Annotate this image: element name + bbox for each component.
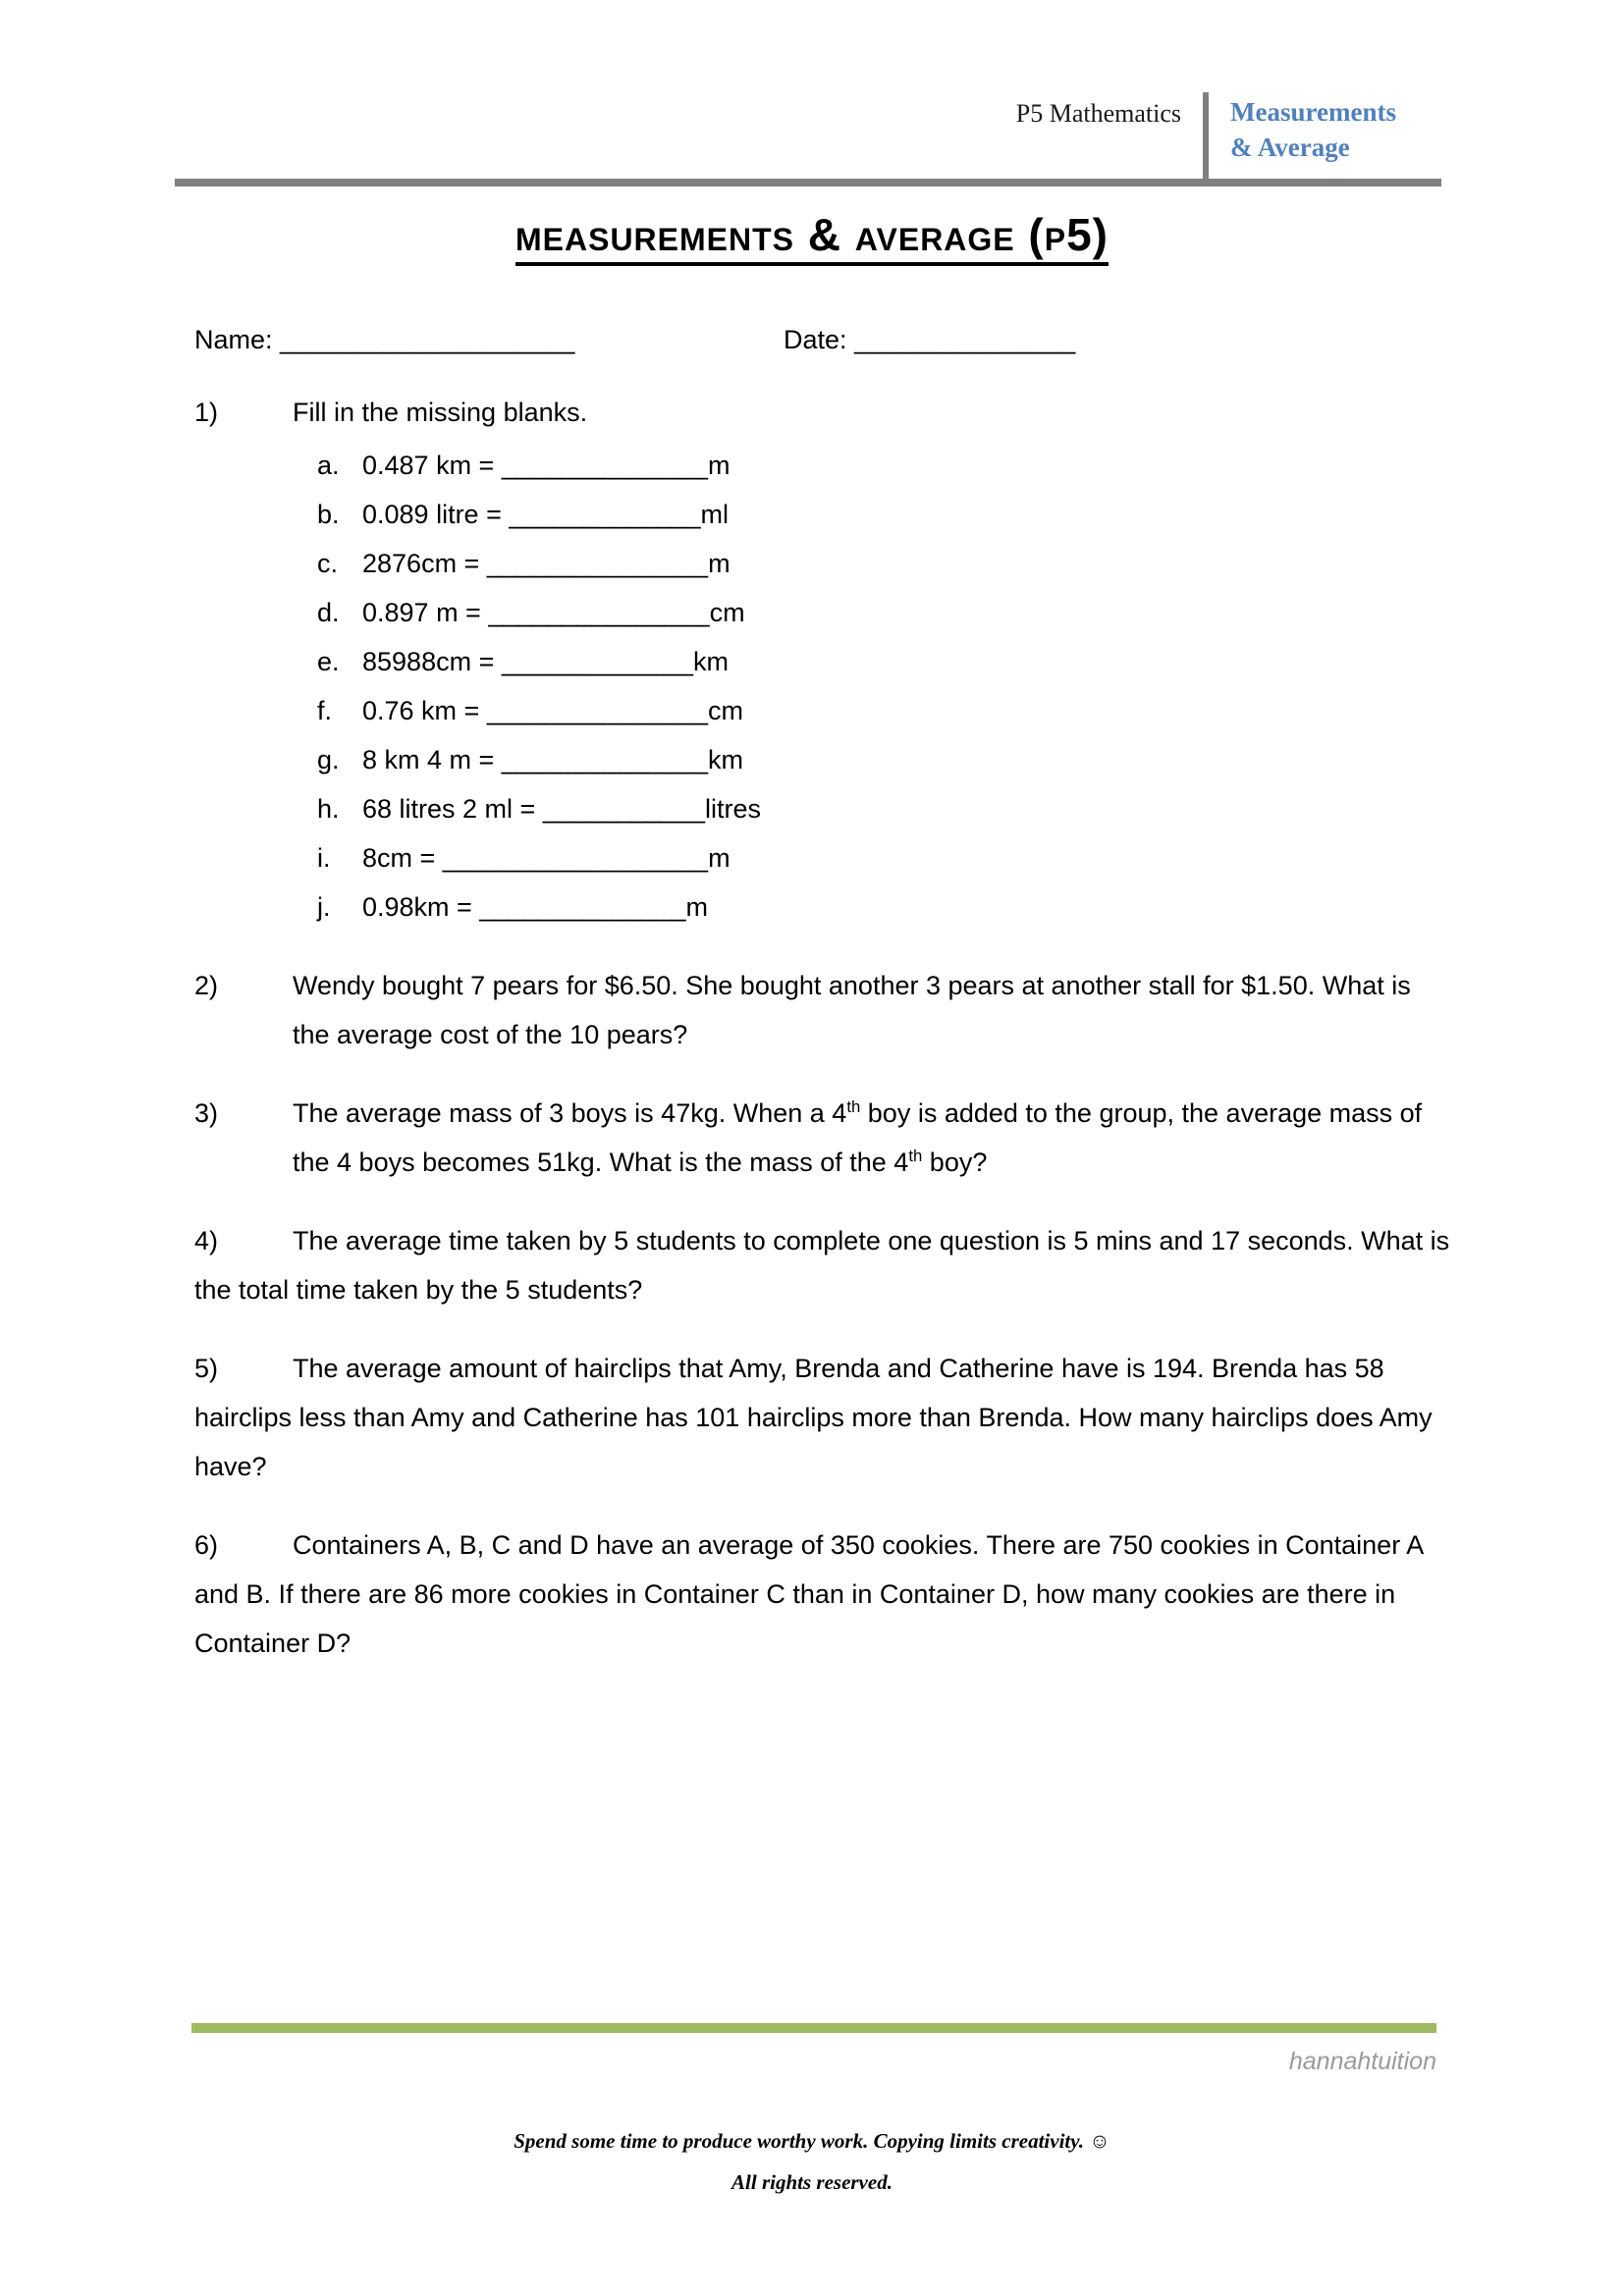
question-5 bbox=[194, 1344, 1451, 1491]
list-item bbox=[317, 588, 1451, 637]
q3-ordinal-suffix-2: th bbox=[908, 1147, 923, 1165]
question-4 bbox=[194, 1216, 1451, 1314]
question-6 bbox=[194, 1521, 1451, 1668]
sub-item-blank[interactable]: 2876cm = _______________m bbox=[362, 549, 731, 578]
sub-item-blank[interactable]: 68 litres 2 ml = ___________litres bbox=[362, 794, 762, 824]
list-item bbox=[317, 539, 1451, 588]
list-item bbox=[317, 441, 1451, 490]
sub-item-blank[interactable]: 0.897 m = _______________cm bbox=[362, 598, 745, 627]
q3-ordinal-suffix-1: th bbox=[846, 1097, 861, 1116]
list-item bbox=[317, 882, 1451, 932]
list-item bbox=[317, 686, 1451, 735]
footer-brand: hannahtuition bbox=[1288, 2048, 1436, 2075]
list-item bbox=[317, 637, 1451, 686]
name-field[interactable]: Name: ____________________ bbox=[194, 325, 575, 354]
footer-note-line1 bbox=[0, 2120, 1624, 2162]
header-topic-label bbox=[1209, 80, 1441, 165]
list-item bbox=[317, 784, 1451, 833]
page-title-text: measurements & average (p5) bbox=[515, 209, 1109, 266]
footer-note-line2: All rights reserved. bbox=[731, 2170, 893, 2194]
sub-item-letter: j. bbox=[317, 892, 331, 922]
question-1-sublist bbox=[194, 441, 1451, 932]
sub-item-letter: i. bbox=[317, 843, 331, 873]
sub-item-blank[interactable]: 0.089 litre = _____________ml bbox=[362, 500, 730, 529]
sub-item-letter: b. bbox=[317, 500, 340, 529]
question-1-text: Fill in the missing blanks. bbox=[293, 398, 588, 427]
question-3-number: 3) bbox=[194, 1098, 219, 1128]
page-title bbox=[0, 208, 1624, 261]
sub-item-blank[interactable]: 85988cm = _____________km bbox=[362, 647, 730, 676]
question-6-number: 6) bbox=[194, 1530, 219, 1560]
question-2-text: Wendy bought 7 pears for $6.50. She bought another 3 pears at another stall for $1.50. What is the average cost of the 10 pears? bbox=[293, 971, 1411, 1049]
question-6-text: Containers A, B, C and D have an average of 350 cookies. There are 750 cookies in Container A and B. If there are 86 more cookies in Container C than in Container D, how many cookies are there in Container D? bbox=[194, 1530, 1423, 1658]
question-1 bbox=[194, 388, 1451, 437]
questions-container bbox=[194, 388, 1451, 1668]
sub-item-letter: e. bbox=[317, 647, 340, 676]
sub-item-blank[interactable]: 0.487 km = ______________m bbox=[362, 451, 731, 480]
footer-note-text: Spend some time to produce worthy work. Copying limits creativity. bbox=[514, 2129, 1085, 2153]
sub-item-letter: c. bbox=[317, 549, 339, 578]
footer-green-bar bbox=[191, 2023, 1436, 2033]
sub-item-letter: a. bbox=[317, 451, 340, 480]
q3-part1: The average mass of 3 boys is 47kg. When a 4 bbox=[293, 1098, 847, 1128]
sub-item-letter: f. bbox=[317, 696, 333, 725]
q3-part2: boy is added to the group, the average mass of the 4 boys becomes 51kg. What is the mass of the 4 bbox=[293, 1098, 1423, 1177]
question-4-number: 4) bbox=[194, 1226, 219, 1255]
sub-item-blank[interactable]: 0.76 km = _______________cm bbox=[362, 696, 744, 725]
q3-part3: boy? bbox=[922, 1148, 988, 1177]
header-horizontal-rule bbox=[175, 179, 1441, 187]
sub-item-letter: h. bbox=[317, 794, 340, 824]
sub-item-blank[interactable]: 0.98km = ______________m bbox=[362, 892, 709, 922]
page-header bbox=[175, 80, 1441, 179]
list-item bbox=[317, 833, 1451, 882]
question-4-text: The average time taken by 5 students to complete one question is 5 mins and 17 seconds. What is the total time taken by the 5 students? bbox=[194, 1226, 1450, 1305]
footer-note bbox=[0, 2120, 1624, 2203]
question-5-text: The average amount of hairclips that Amy, Brenda and Catherine have is 194. Brenda has 58 hairclips less than Amy and Catherine has 101 hairclips more than Brenda. How many hairclips does Amy have? bbox=[194, 1354, 1433, 1481]
header-course-label: P5 Mathematics bbox=[1015, 99, 1181, 128]
question-2 bbox=[194, 961, 1451, 1059]
header-topic-line1: Measurements bbox=[1230, 97, 1396, 127]
name-date-row bbox=[194, 322, 1432, 357]
question-3 bbox=[194, 1089, 1451, 1187]
list-item bbox=[317, 490, 1451, 539]
sub-item-letter: g. bbox=[317, 745, 340, 774]
question-2-number: 2) bbox=[194, 971, 219, 1000]
header-topic-line2: & Average bbox=[1230, 133, 1350, 162]
question-3-text bbox=[293, 1089, 1451, 1187]
list-item bbox=[317, 735, 1451, 784]
sub-item-letter: d. bbox=[317, 598, 340, 627]
smiley-icon: ☺ bbox=[1089, 2129, 1110, 2153]
question-1-number: 1) bbox=[194, 398, 219, 427]
sub-item-blank[interactable]: 8 km 4 m = ______________km bbox=[362, 745, 744, 774]
sub-item-blank[interactable]: 8cm = __________________m bbox=[362, 843, 731, 873]
question-5-number: 5) bbox=[194, 1354, 219, 1383]
date-field[interactable]: Date: _______________ bbox=[784, 325, 1076, 354]
